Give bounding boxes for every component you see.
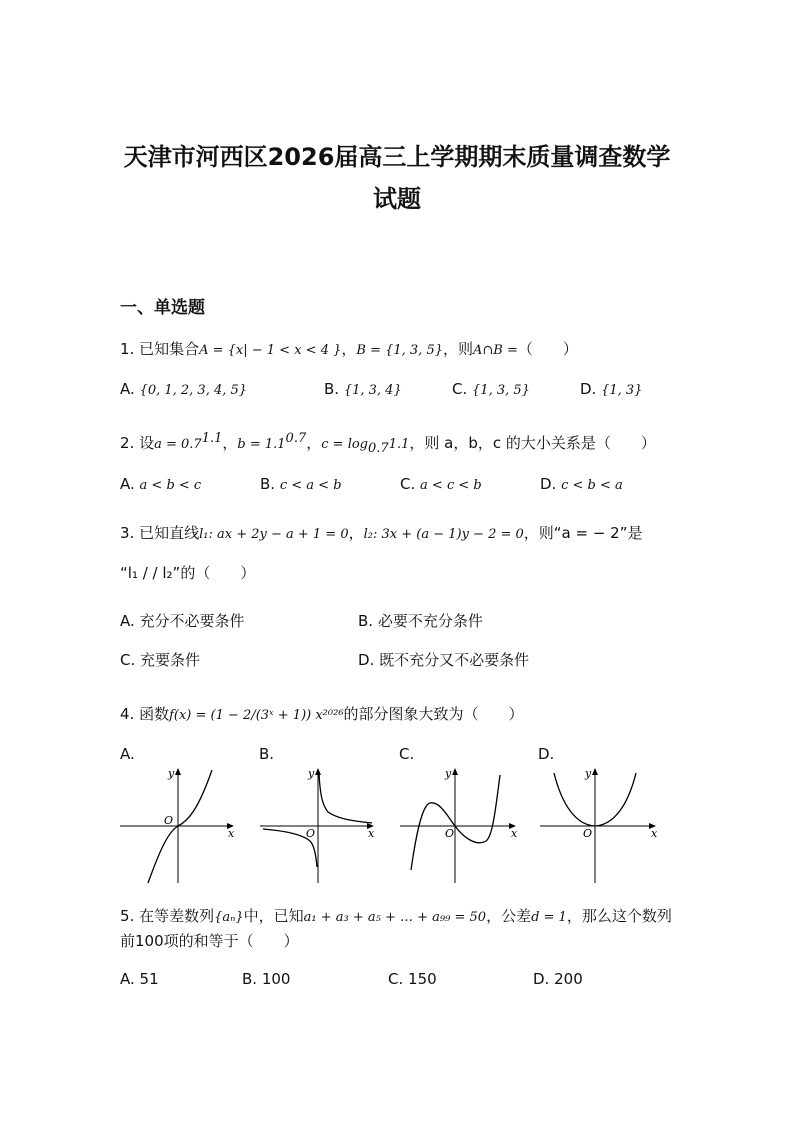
q1-option-c[interactable]: C. {1, 3, 5} [452,380,530,398]
q2-b: b = 1.1 [237,437,286,452]
q5-sequence: {aₙ} [214,910,244,925]
graph-a-x-label: x [228,827,235,840]
graph-label-a[interactable]: A. [120,745,135,763]
q1-option-d[interactable]: D. {1, 3} [580,380,643,398]
section-heading: 一、单选题 [120,298,205,318]
question-1 [120,338,578,362]
question-5-line2: 前100项的和等于（ ） [120,932,299,950]
q5-option-d[interactable]: D. 200 [533,970,583,988]
question-3-line2: “l₁ / / l₂”的（ ） [120,564,256,582]
q3-option-d[interactable]: D. 既不充分又不必要条件 [358,651,530,669]
graph-label-b[interactable]: B. [259,745,275,763]
q1-suffix: ，则 [443,340,474,358]
graph-b-y-label: y [308,767,315,780]
graph-b-origin: O [306,827,316,840]
q3-line-1: l₁: ax + 2y − a + 1 = 0 [199,527,349,542]
q5-option-c[interactable]: C. 150 [388,970,437,988]
graph-c-x-label: x [511,827,518,840]
q1-paren: （ ） [517,340,578,358]
q2-option-a[interactable]: A. a < b < c [120,475,202,493]
q1-expr: A∩B = [473,343,518,358]
q1-mid: ， [341,340,357,358]
question-4: 4. 函数f(x) = (1 − 2/(3ˣ + 1)) x²⁰²⁶的部分图象大致为（ ） [120,705,524,723]
q5-common-difference: d = 1 [531,910,567,925]
q5-sum: a₁ + a₃ + a₅ + … + a₉₉ = 50 [303,910,487,925]
graph-d-origin: O [583,827,593,840]
graph-a-origin: O [164,814,174,827]
question-3: 3. 已知直线l₁: ax + 2y − a + 1 = 0，l₂: 3x + (a − 1)y − 2 = 0，则“a = − 2”是 [120,524,643,542]
graph-b-curve-right [319,773,372,823]
question-2: 2. 设$a = 0.7^{1.1}$，$b = 1.1^{0.7}$，$c = \log_{0.7}1.1$，则 a，b，c 的大小关系是（ ） [120,431,656,456]
q2-a: a = 0.7 [154,437,202,452]
q1-set-b: B = {1, 3, 5} [356,343,443,358]
graph-label-d[interactable]: D. [538,745,555,763]
question-5: 5. 在等差数列{aₙ}中，已知a₁ + a₃ + a₅ + … + a₉₉ = 50，公差d = 1，那么这个数列 [120,907,672,925]
graph-b[interactable] [258,765,378,885]
q1-option-a[interactable]: A. {0, 1, 2, 3, 4, 5} [120,380,248,398]
q3-option-b[interactable]: B. 必要不充分条件 [358,612,483,630]
q3-option-c[interactable]: C. 充要条件 [120,651,201,669]
q1-option-b[interactable]: B. {1, 3, 4} [324,380,402,398]
q3-line-2: l₂: 3x + (a − 1)y − 2 = 0 [363,527,524,542]
graph-c-origin: O [445,827,455,840]
q2-option-d[interactable]: D. c < b < a [540,475,623,493]
q2-c: c = log [321,437,368,452]
graph-d-y-label: y [585,767,592,780]
graph-a-y-label: y [168,767,175,780]
graph-label-c[interactable]: C. [399,745,415,763]
q3-option-a[interactable]: A. 充分不必要条件 [120,612,245,630]
graph-d-x-label: x [651,827,658,840]
page-title-line2: 试题 [373,185,421,213]
graph-c-y-label: y [445,767,452,780]
graph-b-x-label: x [368,827,375,840]
q2-option-c[interactable]: C. a < c < b [400,475,482,493]
q5-option-b[interactable]: B. 100 [242,970,291,988]
q4-function: f(x) = (1 − 2/(3ˣ + 1)) x²⁰²⁶ [169,708,344,723]
q1-set-a: A = {x| − 1 < x < 4 } [199,343,342,358]
q5-option-a[interactable]: A. 51 [120,970,159,988]
graph-d[interactable] [538,765,660,885]
q1-prefix: 1. 已知集合 [120,340,200,358]
graph-c[interactable] [398,765,520,885]
q2-option-b[interactable]: B. c < a < b [260,475,342,493]
page-title: 天津市河西区2026届高三上学期期末质量调查数学 [123,143,671,171]
graph-a[interactable] [118,765,238,885]
